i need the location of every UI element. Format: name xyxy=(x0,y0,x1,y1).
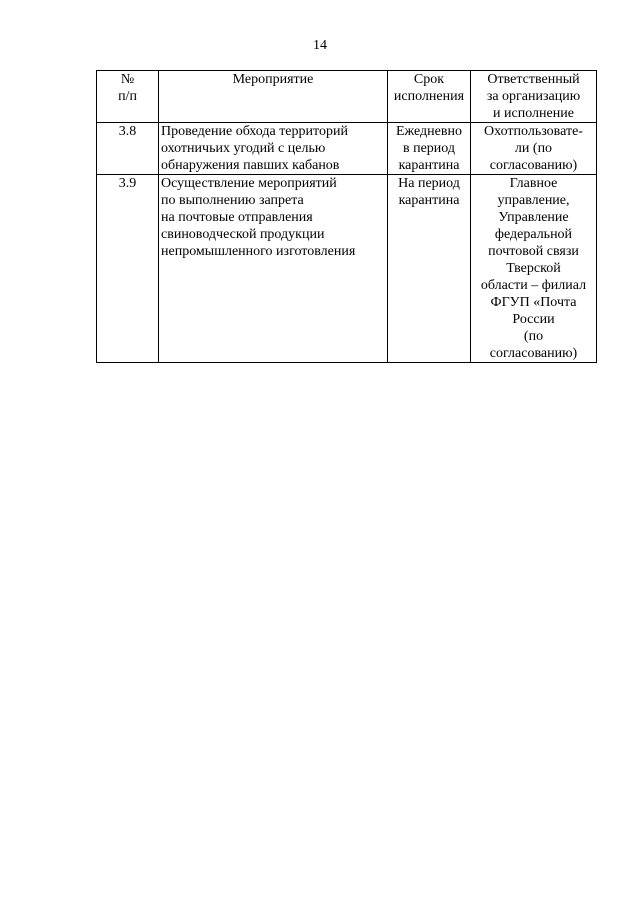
row-event-line: обнаружения павших кабанов xyxy=(161,158,340,173)
row-event-line: свиноводческой продукции xyxy=(161,227,325,242)
header-term-line: исполнения xyxy=(393,89,465,104)
header-responsible-line: и исполнение xyxy=(493,106,574,121)
row-responsible-line: ли (по xyxy=(514,141,553,156)
row-responsible-line: Управление xyxy=(498,210,569,225)
row-num-cell xyxy=(97,123,159,175)
row-responsible-line: федеральной xyxy=(494,227,573,242)
row-term-cell xyxy=(388,123,471,175)
measures-table xyxy=(96,70,597,363)
row-responsible-line: согласованию) xyxy=(489,158,578,173)
header-num xyxy=(97,71,159,123)
table-row xyxy=(97,123,597,175)
row-num: 3.9 xyxy=(118,176,137,191)
row-event-line: по выполнению запрета xyxy=(161,193,304,208)
header-responsible-line: Ответственный xyxy=(487,72,580,87)
row-term-line: в период xyxy=(402,141,456,156)
table-header-row xyxy=(97,71,597,123)
row-event-cell xyxy=(159,175,388,363)
header-num-line: п/п xyxy=(118,89,137,104)
header-num-line: № xyxy=(120,72,135,87)
row-responsible-line: области – филиал xyxy=(480,278,587,293)
header-term xyxy=(388,71,471,123)
header-responsible xyxy=(471,71,597,123)
row-responsible-line: Главное xyxy=(509,176,558,191)
row-term-line: Ежедневно xyxy=(395,124,462,139)
row-responsible-line: России xyxy=(512,312,555,327)
row-responsible-line: Тверской xyxy=(506,261,561,276)
row-term-line: На период xyxy=(398,176,460,191)
row-responsible-cell xyxy=(471,175,597,363)
header-event xyxy=(159,71,388,123)
row-responsible-line: Охотпользовате- xyxy=(484,124,583,139)
row-event-line: охотничьих угодий с целью xyxy=(161,141,326,156)
row-responsible-line: почтовой связи xyxy=(488,244,579,259)
row-responsible-line: управление, xyxy=(497,193,570,208)
header-responsible-line: за организацию xyxy=(486,89,581,104)
row-event-line: Проведение обхода территорий xyxy=(161,124,348,139)
row-responsible-line: (по xyxy=(523,329,544,344)
row-event-cell xyxy=(159,123,388,175)
row-event-line: Осуществление мероприятий xyxy=(161,176,337,191)
row-event-line: непромышленного изготовления xyxy=(161,244,356,259)
row-num-cell xyxy=(97,175,159,363)
row-event-line: на почтовые отправления xyxy=(161,210,313,225)
row-term-line: карантина xyxy=(398,193,460,208)
page-number: 14 xyxy=(313,38,327,53)
header-event-line: Мероприятие xyxy=(232,72,314,87)
row-term-cell xyxy=(388,175,471,363)
header-term-line: Срок xyxy=(413,72,445,87)
row-num: 3.8 xyxy=(118,124,137,139)
row-responsible-line: ФГУП «Почта xyxy=(490,295,577,310)
row-responsible-cell xyxy=(471,123,597,175)
row-term-line: карантина xyxy=(398,158,460,173)
table-row xyxy=(97,175,597,363)
row-responsible-line: согласованию) xyxy=(489,346,578,361)
